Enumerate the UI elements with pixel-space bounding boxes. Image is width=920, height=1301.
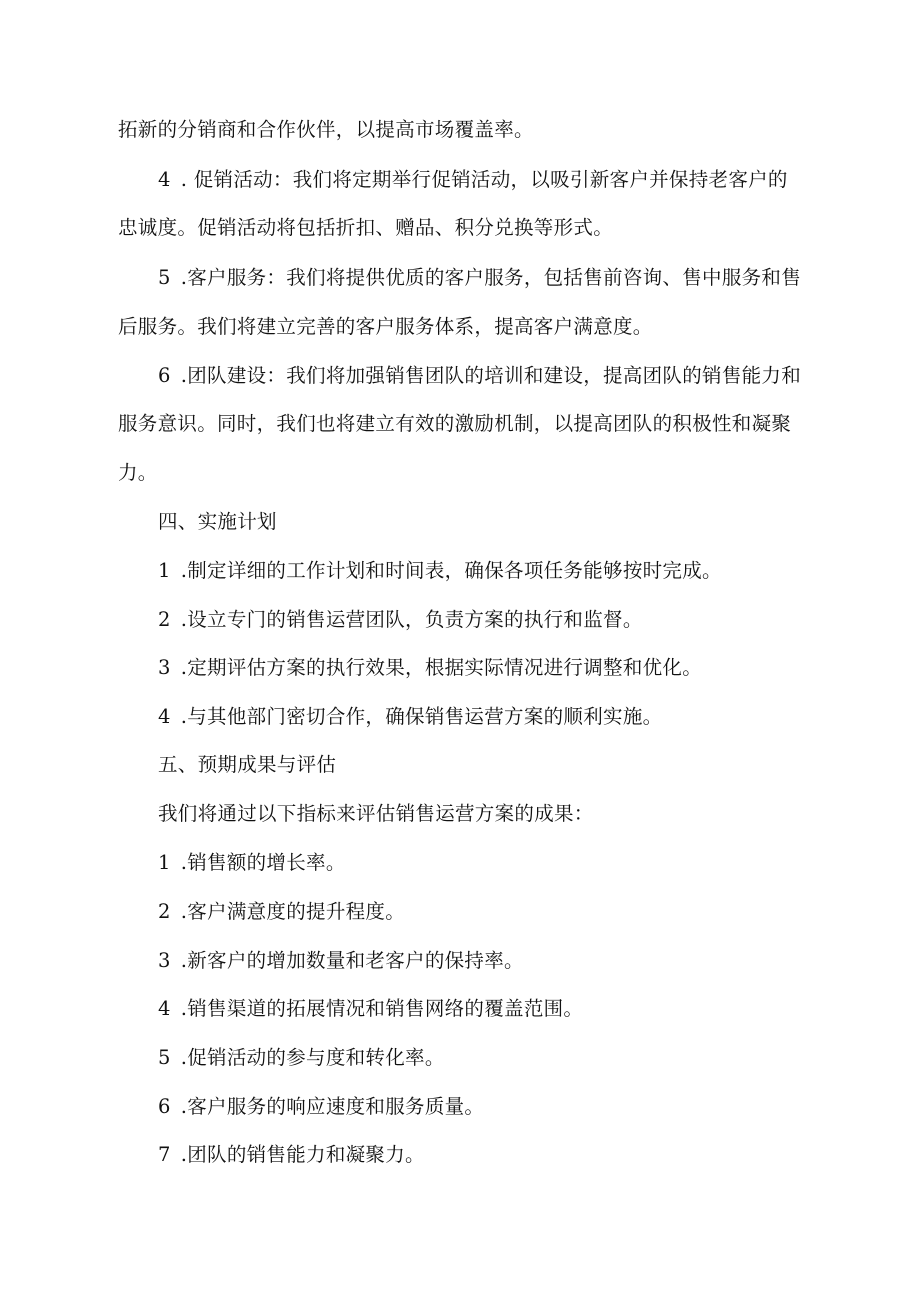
list-text: . 促销活动：我们将定期举行促销活动，以吸引新客户并保持老客户的	[180, 168, 788, 191]
section-heading-implementation: 四、实施计划	[158, 510, 277, 533]
list-number: 6	[158, 1095, 171, 1118]
list-number: 4	[158, 997, 171, 1020]
list-number: 5	[158, 1046, 171, 1069]
metric-item-2	[158, 900, 405, 924]
list-number: 6	[158, 364, 171, 387]
metric-item-7	[158, 1143, 425, 1167]
list-text: .定期评估方案的执行效果，根据实际情况进行调整和优化。	[180, 656, 703, 679]
metric-item-3	[158, 949, 524, 973]
section-heading-expected-results: 五、预期成果与评估	[158, 753, 337, 776]
list-number: 5	[158, 266, 171, 289]
strategy-6-line-2: 服务意识。同时，我们也将建立有效的激励机制，以提高团队的积极性和凝聚	[118, 412, 792, 435]
metric-item-6	[158, 1095, 484, 1119]
list-number: 4	[158, 705, 171, 728]
list-text: .设立专门的销售运营团队，负责方案的执行和监督。	[180, 608, 643, 631]
strategy-4-line-1	[158, 168, 788, 192]
list-text: .销售渠道的拓展情况和销售网络的覆盖范围。	[180, 997, 584, 1020]
list-number: 7	[158, 1143, 171, 1166]
strategy-6-line-1	[158, 364, 801, 388]
list-text: .团队的销售能力和凝聚力。	[180, 1143, 425, 1166]
strategy-6-line-3: 力。	[118, 461, 158, 484]
list-text: .新客户的增加数量和老客户的保持率。	[180, 949, 524, 972]
list-text: .与其他部门密切合作，确保销售运营方案的顺利实施。	[180, 705, 663, 728]
list-text: .销售额的增长率。	[180, 851, 346, 874]
list-text: .客户满意度的提升程度。	[180, 900, 406, 923]
list-text: .制定详细的工作计划和时间表，确保各项任务能够按时完成。	[180, 559, 722, 582]
list-text: .促销活动的参与度和转化率。	[180, 1046, 445, 1069]
list-number: 2	[158, 900, 171, 923]
list-text: .客户服务：我们将提供优质的客户服务，包括售前咨询、售中服务和售	[180, 266, 802, 289]
plan-item-4	[158, 705, 662, 729]
list-number: 2	[158, 608, 171, 631]
list-number: 1	[158, 851, 171, 874]
list-number: 3	[158, 949, 171, 972]
list-number: 3	[158, 656, 171, 679]
list-number: 1	[158, 559, 171, 582]
section-intro: 我们将通过以下指标来评估销售运营方案的成果：	[158, 802, 594, 825]
metric-item-5	[158, 1046, 445, 1070]
paragraph-line: 拓新的分销商和合作伙伴，以提高市场覆盖率。	[118, 118, 534, 141]
strategy-5-line-2: 后服务。我们将建立完善的客户服务体系，提高客户满意度。	[118, 315, 653, 338]
plan-item-2	[158, 608, 643, 632]
plan-item-1	[158, 559, 722, 583]
metric-item-1	[158, 851, 346, 875]
strategy-4-line-2: 忠诚度。促销活动将包括折扣、赠品、积分兑换等形式。	[118, 216, 614, 239]
list-number: 4	[158, 168, 171, 191]
metric-item-4	[158, 997, 583, 1021]
strategy-5-line-1	[158, 266, 801, 290]
list-text: .客户服务的响应速度和服务质量。	[180, 1095, 485, 1118]
plan-item-3	[158, 656, 702, 680]
list-text: .团队建设：我们将加强销售团队的培训和建设，提高团队的销售能力和	[180, 364, 802, 387]
